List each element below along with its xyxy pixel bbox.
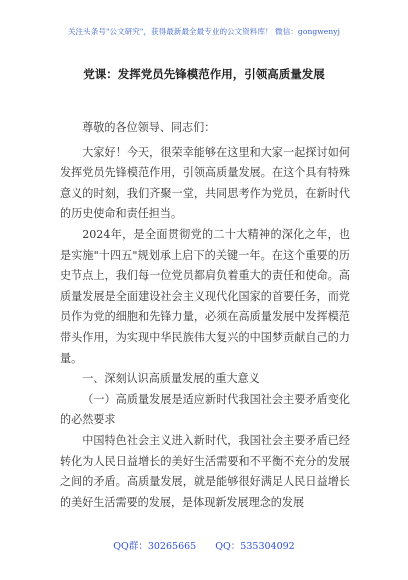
footer-qq-group: QQ群：30265665 bbox=[113, 541, 197, 552]
footer-qq: QQ：535304092 bbox=[215, 541, 295, 552]
header-banner: 关注头条号"公文研究"，获得最新最全最专业的公文资料库！ 微信：gongwenyj bbox=[67, 27, 341, 36]
document-title: 党课：发挥党员先锋模范作用，引领高质量发展 bbox=[83, 67, 325, 81]
paragraph-2024: 2024年，是全面贯彻党的二十大精神的深化之年，也是实施"十四五"规划承上启下的关键一年。在这个重要的历史节点上，我们每一位党员都肩负着重大的责任和使命。高质量发展是全面建设社会主义现代化国家的首要任务，而党员作为党的细胞和先锋力量，必须在高质量发展中发挥模范带头作用，为实现中华民族伟大复兴的中国梦贡献自己的力量。 bbox=[60, 227, 350, 365]
salutation: 尊敬的各位领导、同志们： bbox=[82, 121, 216, 134]
footer-contact bbox=[0, 538, 408, 552]
subsection-paragraph: 中国特色社会主义进入新时代，我国社会主要矛盾已经转化为人民日益增长的美好生活需要和不平衡不充分的发展之间的矛盾。高质量发展，就是能够很好满足人民日益增长的美好生活需要的发展，是体现新发展理念的发展 bbox=[60, 433, 350, 509]
subsection-heading: （一）高质量发展是适应新时代我国社会主要矛盾变化的必然要求 bbox=[60, 392, 350, 427]
paragraph-intro: 大家好！今天，很荣幸能够在这里和大家一起探讨如何发挥党员先锋模范作用，引领高质量发展。在这个具有特殊意义的时刻，我们齐聚一堂，共同思考作为党员，在新时代的历史使命和责任担当。 bbox=[60, 145, 350, 221]
document-body bbox=[60, 118, 350, 513]
section-heading: 一、深刻认识高质量发展的重大意义 bbox=[82, 372, 260, 386]
